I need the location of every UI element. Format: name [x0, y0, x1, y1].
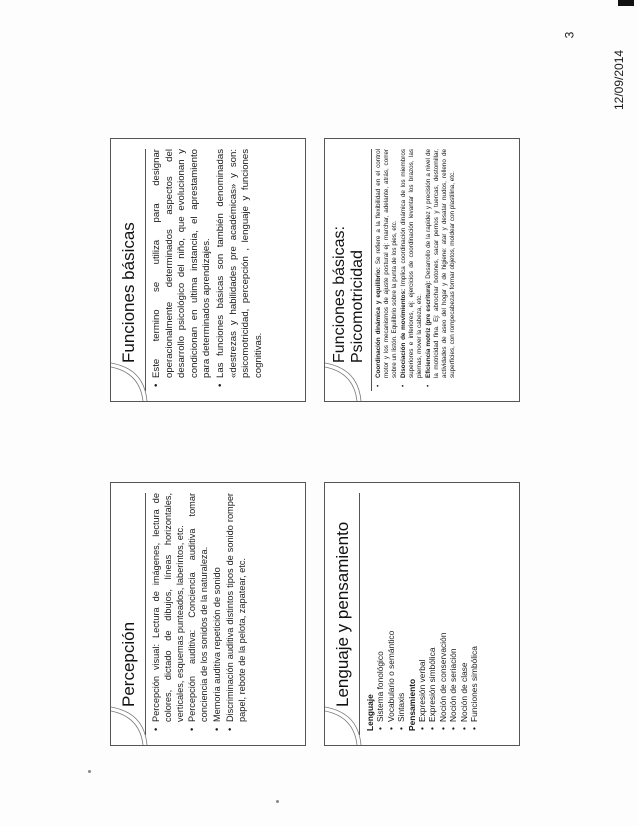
scan-speck: [276, 800, 279, 803]
slide-lenguaje-pensamiento: [324, 482, 520, 746]
list-item: • Expresión simbólica: [427, 493, 437, 731]
list-item: • Vocabulario o semántico: [386, 493, 396, 731]
title-divider: [145, 493, 146, 735]
page-date: 12/09/2014: [612, 49, 626, 110]
list-item: [375, 149, 399, 387]
list-item: [425, 149, 457, 387]
group-heading-pensamiento: Pensamiento: [406, 678, 417, 731]
list-item: • Las funciones básicas son también denominadas «destrezas y habilidades pre académicas» y son: psicomotricidad, percepción , lenguaje y funciones cognitivas.: [215, 149, 265, 387]
list-item: • Percepción visual: Lectura de imágenes, lectura de colores, dictado de dibujos, líneas horizontales, verticales, esquemas punteados, laberintos, etc.: [151, 493, 186, 731]
list-item: • Percepción auditiva: Conciencia auditiva tomar conciencia de los sonidos de la naturaleza.: [187, 493, 211, 731]
page-number: 3: [562, 31, 577, 39]
item-text: Implica coordinación dinámica de los miembros superiores e inferiores, ej: ejercicios de coordinación levantar los brazos, las piernas, mover la cabeza, etc.: [400, 148, 423, 378]
slide-funciones-basicas: [110, 138, 306, 402]
title-divider: [359, 493, 360, 735]
slide-title: Lenguaje y pensamiento: [333, 521, 352, 707]
list-item: • Este termino se utiliza para designar operacionalmente determinados aspectos del desarrollo psicológico del niño, que evolucionan y condicionan en ultima instancia, el aprestamiento para determinados aprendizajes.: [151, 149, 214, 387]
group-heading-lenguaje: Lenguaje: [365, 694, 375, 731]
slide-title: Funciones básicas: [119, 222, 138, 363]
list-item: • Sintaxis: [396, 493, 406, 731]
item-heading: Coordinación dinámica y equilibrio:: [375, 267, 382, 378]
slide-title: Percepción: [119, 621, 138, 707]
title-divider: [145, 149, 146, 391]
list-item: • Funciones simbólica: [469, 493, 479, 731]
list-item: • Memoria auditiva repetición de sonido: [212, 493, 224, 731]
slide-body: [375, 149, 458, 387]
list-item: • Discriminación auditiva distintos tipos de sonido romper papel, rebote de la pelota, zapatear, etc.: [225, 493, 249, 731]
slide-title-line-2: Psicomotricidad: [349, 250, 366, 363]
item-heading: Eficiencia motriz (pre escritura):: [425, 280, 432, 378]
list-item: • Noción de seriación: [448, 493, 458, 731]
item-text: Desarrollo de la rapidez y precisión a nivel de la motricidad fina. Ej: abrochar botones, sacar pernos y tuercas, destornillar, actividades de aseo del hogar y de higiene: atar y desatar nudos, relleno de superficies, con rompecabezas formar objetos, moldear con plastilina, etc.: [425, 148, 456, 378]
slide-body: [151, 493, 249, 731]
slide-body: [365, 493, 479, 731]
slide-body: [151, 149, 266, 387]
slide-psicomotricidad: [324, 138, 520, 402]
title-divider: [371, 149, 372, 391]
list-item: [400, 149, 424, 387]
list-item: • Expresión verbal: [417, 493, 427, 731]
item-heading: Disociación de movimientos:: [400, 288, 407, 378]
scan-speck: [88, 770, 91, 773]
list-item: • Noción de clase: [459, 493, 469, 731]
list-item: • Sistema fonológico: [375, 493, 385, 731]
scan-edge-mark: [618, 0, 634, 6]
item-text: Se refiere a la flexibilidad en el control motor y los mecanismos de ajuste postural ej: marchar, adelante, atrás, correr sobre un listón. Equilibrio sobre la punta de los pies, etc.: [375, 148, 398, 378]
slide-title: [331, 147, 367, 363]
slide-percepcion: [110, 482, 306, 746]
slide-title-line-1: Funciones básicas:: [331, 226, 348, 363]
list-item: • Noción de conservación: [438, 493, 448, 731]
